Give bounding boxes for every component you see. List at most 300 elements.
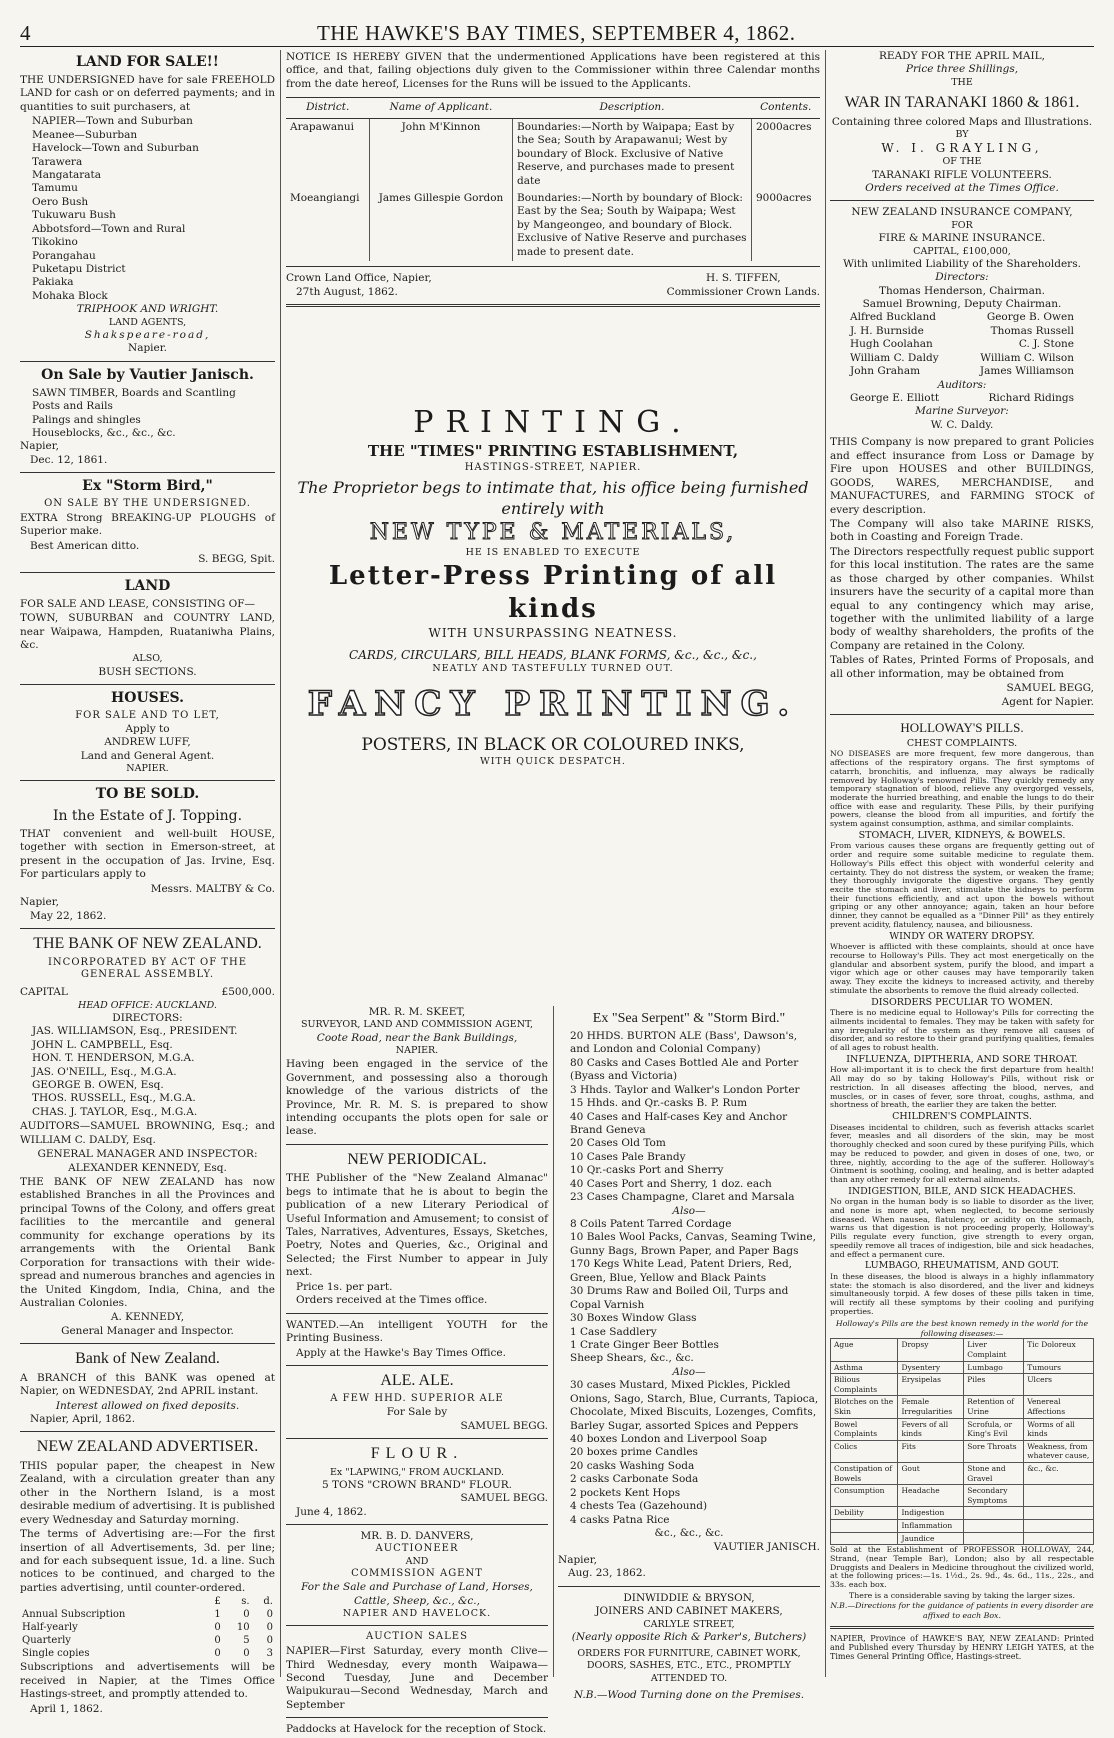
houses-line2: Apply to (125, 722, 170, 735)
skeet-role: SURVEYOR, LAND AND COMMISSION AGENT, (301, 1019, 533, 1031)
holloway-section-text: How all-important it is to check the first departure from health! All may do so by taking Holloway's Pills, without risk or restriction. In all diseases affecting the blood, nerves, and muscles, or in cases of fever, sore throat, coughs, asthma, and shortness of breath, the earlier they are taken the better. (830, 1065, 1094, 1110)
subs-cell: 0 (214, 1647, 221, 1659)
holloway-grid-cell: Liver Complaint (964, 1339, 1024, 1361)
houses-place: NAPIER. (126, 763, 169, 775)
notice-sign-role: Commissioner Crown Lands. (666, 285, 820, 298)
serpent-item: 20 boxes prime Candles (570, 1446, 698, 1459)
insurance-body: THIS Company is now prepared to grant Policies and effect insurance from Loss or Damage by Fire upon HOUSES and other BUILDINGS, GOODS, WARES, MERCHANDISE, and MANUFACTURES, and FARMING STOCK of every description. (830, 436, 1094, 516)
holloway-grid-row (831, 1396, 1094, 1418)
printing-title: PRINTING. (413, 405, 693, 440)
houses-name: ANDREW LUFF, (104, 736, 191, 749)
holloway-grid-cell: Sore Throats (964, 1440, 1024, 1462)
holloway-disease-grid (830, 1338, 1094, 1545)
flour-heading: FLOUR. (370, 1445, 464, 1463)
bank2-heading: Bank of New Zealand. (75, 1350, 220, 1368)
bank-directors-list (20, 1025, 275, 1119)
bank-capital-label: CAPITAL (20, 986, 68, 999)
skeet-town: NAPIER. (395, 1045, 439, 1057)
danvers-and: AND (405, 1556, 429, 1568)
holloway-grid-cell (831, 1519, 898, 1532)
dinwiddie-addr: CARLYLE STREET, (643, 1618, 735, 1630)
insurance-heading: NEW ZEALAND INSURANCE COMPANY, (851, 206, 1073, 219)
insurance-director: Thomas Russell (990, 324, 1074, 337)
table-cell: James Gillespie Gordon (369, 190, 512, 261)
land-sale-heading: LAND FOR SALE!! (76, 54, 219, 70)
serpent-item: Sheep Shears, &c., &c. (570, 1352, 694, 1365)
holloway-grid-cell: Blotches on the Skin (831, 1396, 898, 1418)
serpent-item: 80 Casks and Cases Bottled Ale and Porter (Byass and Victoria) (570, 1056, 799, 1083)
serpent-item: 2 pockets Kent Hops (570, 1486, 681, 1499)
auction-body: NAPIER—First Saturday, every month Clive—Third Wednesday, every month Waipawa—Second Tuesday, June and December Waipukurau—Second Wednesday, March and September (286, 1645, 548, 1711)
land-lease-body: FOR SALE AND LEASE, CONSISTING OF— (20, 597, 255, 610)
advertiser-footer: Subscriptions and advertisements will be received in Napier, at the Times Office Hastings-street, and promptly attended to. (20, 1661, 275, 1701)
insurance-directors-label: Directors: (935, 271, 989, 284)
table-cell: Boundaries:—North by boundary of Block: East by the Sea; South by Waipapa; West by Mangeongeo, and boundary of Block. Exclusive of Native Reserve and purchases made to present date. (513, 190, 752, 261)
war-orders: Orders received at the Times Office. (865, 182, 1059, 195)
holloway-section-text: In these diseases, the blood is always in a highly inflammatory state: the stomach is also disordered, and the liver and kidneys simultaneously torpid. A few doses of these pills taken in time, will rectify all these symptoms by their cooling and purifying properties. (830, 1271, 1094, 1316)
land-firm: TRIPHOOK AND WRIGHT. (76, 303, 219, 316)
ale-sub: For Sale by (386, 1406, 448, 1419)
dinwiddie-name: DINWIDDIE & BRYSON, (623, 1591, 755, 1604)
land-place-item: Mohaka Block (32, 289, 108, 302)
skeet-name: MR. R. M. SKEET, (368, 1006, 466, 1018)
printing-gothic: Letter-Press Printing of all kinds (328, 560, 778, 624)
holloway-grid-row (831, 1361, 1094, 1374)
holloway-grid-row (831, 1532, 1094, 1545)
auction-footer: Paddocks at Havelock for the reception of Stock. (286, 1723, 547, 1736)
holloway-grid-row (831, 1463, 1094, 1485)
holloway-section-text: Whoever is afflicted with these complaints, should at once have recourse to Holloway's Pills. They act most energetically on the glandular and absorbent system, purify the blood, and impart a vigor which age or other causes may have temporarily taken away. They excite the kidneys to increased activity, and thereby stimulate the absorbents to remove the fluid already collected. (830, 942, 1094, 995)
page-number: 4 (20, 21, 31, 45)
vautier-item: Palings and shingles (32, 413, 141, 426)
stormbird-sign: S. BEGG, Spit. (198, 553, 275, 566)
holloway-grid-row (831, 1339, 1094, 1361)
holloway-grid-cell: Fits (898, 1440, 964, 1462)
subs-currency-head: s. (241, 1596, 250, 1608)
periodical-orders: Orders received at the Times office. (296, 1294, 488, 1307)
stormbird-body: EXTRA Strong BREAKING-UP PLOUGHS of Superior make. (20, 512, 275, 538)
bank-auditors: AUDITORS—SAMUEL BROWNING, Esq.; and WILLIAM C. DALDY, Esq. (20, 1120, 275, 1146)
vautier-item: Posts and Rails (32, 400, 113, 413)
subs-cell: 10 (236, 1621, 250, 1633)
holloway-grid-cell: Venereal Affections (1024, 1396, 1094, 1418)
serpent-item: 40 Cases and Half-cases Key and Anchor Brand Geneva (570, 1110, 788, 1136)
holloway-grid-cell: Worms of all kinds (1024, 1418, 1094, 1440)
subs-cell: 5 (243, 1634, 250, 1646)
holloway-section-heading: DISORDERS PECULIAR TO WOMEN. (871, 996, 1053, 1008)
land-place-item: Oero Bush (32, 195, 89, 208)
skeet-body: Having been engaged in the service of the Government, and possessing also a thorough knowledge of the various districts of the Province, Mr. R. M. S. is prepared to show intending occupants the plots open for sale or lease. (286, 1058, 548, 1138)
war-unit: TARANAKI RIFLE VOLUNTEERS. (872, 168, 1052, 181)
holloway-section-text: NO DISEASES are more frequent, few more dangerous, than affections of the respiratory organs. The first symptoms of catarrh, bronchitis, and influenza, may always be radically removed by Holloway's renowned Pills. They quickly remedy any temporary stagnation of blood, relieve any overgorged vessels, moderate the hurried breathing, and enable the lungs to do their office with ease and regularity. These Pills, by their purifying powers, cleanse the blood from all impurities, and fortify the system against consumption, asthma, and similar complaints. (830, 749, 1094, 829)
holloway-grid-cell: Jaundice (898, 1532, 964, 1545)
dinwiddie-role: JOINERS AND CABINET MAKERS, (595, 1605, 783, 1618)
column-rule (280, 50, 281, 1677)
subs-currency-head: £ (214, 1596, 221, 1608)
holloway-grid-cell (1024, 1532, 1094, 1545)
insurance-surveyor: W. C. Daldy. (930, 418, 994, 431)
holloway-section-heading: CHEST COMPLAINTS. (906, 737, 1018, 749)
holloway-section-text: There is no medicine equal to Holloway's Pills for correcting the ailments incidental to females. They may be taken with safety for any irregularity of the system as they remove all causes of disorder, and so restore to their grand purifying qualities, females of all ages to robust health. (830, 1008, 1094, 1053)
vautier-list (20, 387, 275, 441)
insurance-director: Alfred Buckland (850, 311, 936, 324)
flour-sign: SAMUEL BEGG. (460, 1492, 548, 1505)
danvers-role: AUCTIONEER (375, 1543, 459, 1555)
danvers-role2: COMMISSION AGENT (351, 1568, 483, 1580)
column-4 (830, 50, 1094, 1662)
land-address: Shakspeare-road, (84, 328, 211, 341)
subs-cell: 0 (214, 1634, 221, 1646)
land-place-item: Abbotsford—Town and Rural (32, 222, 186, 235)
land-lease-heading: LAND (124, 577, 171, 594)
holloway-grid-cell: Consumption (831, 1485, 898, 1507)
subs-cell: 0 (266, 1621, 273, 1633)
serpent-item: 20 HHDS. BURTON ALE (Bass', Dawson's, and London and Colonial Company) (570, 1029, 798, 1056)
advertiser-body: THIS popular paper, the cheapest in New Zealand, with a circulation greater than any other in the Northern Island, is a most desirable medium of advertising. It is published every Wednesday and Saturday morning. (20, 1459, 275, 1526)
subs-cell: 3 (266, 1647, 273, 1659)
serpent-item: 30 Boxes Window Glass (570, 1312, 697, 1325)
dinwiddie-nb: N.B.—Wood Turning done on the Premises. (573, 1688, 805, 1701)
holloway-grid-cell: Tumours (1024, 1361, 1094, 1374)
bank-director: JAS. WILLIAMSON, Esq., PRESIDENT. (32, 1025, 238, 1038)
subs-cell: 0 (214, 1621, 221, 1633)
subscription-table (20, 1596, 275, 1660)
serpent-item: 4 chests Tea (Gazehound) (570, 1500, 708, 1513)
serpent-item: 40 Cases Port and Sherry, 1 doz. each (570, 1177, 772, 1190)
serpent-date: Aug. 23, 1862. (568, 1567, 646, 1580)
skeet-addr: Coote Road, near the Bank Buildings, (316, 1031, 518, 1044)
bank-office: HEAD OFFICE: AUCKLAND. (78, 999, 217, 1011)
ale-heading: ALE. ALE. (380, 1371, 454, 1389)
insurance-body4: Tables of Rates, Printed Forms of Proposals, and all other information, may be obtained from (830, 654, 1094, 680)
holloway-grid-row (831, 1374, 1094, 1396)
insurance-director-row (830, 352, 1094, 365)
flour-date: June 4, 1862. (296, 1505, 367, 1518)
holloway-grid-cell (1024, 1485, 1094, 1507)
subs-cell: 0 (266, 1634, 273, 1646)
serpent-item: 10 Qr.-casks Port and Sherry (570, 1164, 724, 1177)
table-cell: Boundaries:—North by Waipapa; East by the Sea; South by Arapawanui; West by boundary of Block. Exclusive of Native Reserve, and purchases made to present date (513, 118, 752, 190)
serpent-heading: Ex "Sea Serpent" & "Storm Bird." (592, 1011, 786, 1026)
serpent-item: 3 Hhds. Taylor and Walker's London Porter (570, 1083, 800, 1096)
war-title: WAR IN TARANAKI 1860 & 1861. (844, 94, 1080, 112)
holloway-section-heading: INDIGESTION, BILE, AND SICK HEADACHES. (848, 1185, 1076, 1197)
vautier-place: Napier, (20, 440, 59, 453)
bank-director: THOS. RUSSELL, Esq., M.G.A. (32, 1092, 196, 1105)
subs-row (20, 1635, 275, 1648)
applications-column-header: District. (286, 98, 369, 118)
land-lease-bush: BUSH SECTIONS. (98, 665, 197, 678)
holloway-grid-cell: Weakness, from whatever cause, (1024, 1440, 1094, 1462)
bank-sign-role: General Manager and Inspector. (61, 1324, 234, 1337)
newspaper-title: THE HAWKE'S BAY TIMES, SEPTEMBER 4, 1862. (316, 21, 796, 45)
holloway-grid-cell: Scrofula, or King's Evil (964, 1418, 1024, 1440)
holloway-section-text: Diseases incidental to children, such as feverish attacks scarlet fever, measles and all disorders of the skin, may be most thoroughly checked and soon cured by these purifying Pills, which may be reduced to powder, and given in doses of one, two, or three, nightly, according to the age of the sufferer. Holloway's Ointment is soothing, cooling, and healing, and is better adapted than any other remedy for all external ailments. (830, 1122, 1094, 1184)
flour-ex: Ex "LAPWING," FROM AUCKLAND. (329, 1466, 505, 1478)
land-place-item: Pakiaka (32, 276, 74, 289)
holloway-grid-cell: Ulcers (1024, 1374, 1094, 1396)
printing-fancy: FANCY PRINTING. (307, 684, 799, 725)
applications-column-header: Description. (513, 98, 752, 118)
land-place-item: Havelock—Town and Suburban (32, 142, 199, 155)
land-lease-body2: TOWN, SUBURBAN and COUNTRY LAND, near Waipawa, Hampden, Ruataniwha Plains, &c. (20, 612, 275, 652)
tobesold-date: May 22, 1862. (30, 909, 107, 922)
land-place-item: NAPIER—Town and Suburban (32, 115, 193, 128)
vautier-date: Dec. 12, 1861. (30, 453, 108, 466)
printing-with: WITH UNSURPASSING NEATNESS. (428, 626, 678, 641)
holloway-grid-row (831, 1418, 1094, 1440)
applications-column-header: Contents. (752, 98, 821, 118)
notice-footer (286, 272, 820, 299)
houses-role: Land and General Agent. (80, 749, 215, 762)
war-author: W. I. GRAYLING, (881, 141, 1043, 156)
serpent-item: 20 casks Washing Soda (570, 1459, 695, 1472)
houses-line1: FOR SALE AND TO LET, (75, 709, 220, 721)
holloway-grid-cell: Ague (831, 1339, 898, 1361)
insurance-director-row (830, 311, 1094, 324)
column-rule (825, 50, 826, 1677)
holloway-grid-cell: Retention of Urine (964, 1396, 1024, 1418)
bank-director: HON. T. HENDERSON, M.G.A. (32, 1052, 195, 1065)
insurance-director-row (830, 325, 1094, 338)
printing-types: NEW TYPE & MATERIALS, (369, 520, 737, 546)
table-cell: 9000acres (752, 190, 821, 261)
insurance-liab: With unlimited Liability of the Shareholders. (843, 257, 1081, 270)
periodical-price: Price 1s. per part. (296, 1280, 393, 1293)
table-cell: John M'Kinnon (369, 118, 512, 190)
holloway-saving: There is a considerable saving by taking the larger sizes. (849, 1590, 1075, 1600)
war-the: THE (951, 76, 973, 88)
vautier-item: Houseblocks, &c., &c., &c. (32, 427, 176, 440)
advertiser-heading: NEW ZEALAND ADVERTISER. (36, 1438, 259, 1456)
serpent-place: Napier, (558, 1553, 597, 1566)
land-place-item: Puketapu District (32, 263, 126, 276)
insurance-for: FOR (951, 219, 973, 231)
printing-despatch: WITH QUICK DESPATCH. (480, 756, 626, 768)
stormbird-heading: Ex "Storm Bird," (82, 478, 213, 495)
subs-cell: 0 (266, 1609, 273, 1621)
bank-gm-name: ALEXANDER KENNEDY, Esq. (68, 1161, 227, 1174)
bank-director: JOHN L. CAMPBELL, Esq. (32, 1038, 173, 1051)
ale-sign: SAMUEL BEGG. (460, 1419, 548, 1432)
advertiser-terms: The terms of Advertising are:—For the first insertion of all Advertisements, 3d. per line; and for each subsequent issue, 1d. a line. Such notices to be continued, and charged to the parties advertising, until counter-ordered. (20, 1528, 275, 1594)
holloway-sold: Sold at the Establishment of PROFESSOR HOLLOWAY, 244, Strand, (near Temple Bar), London; also by all respectable Druggists and Dealers in Medicine throughout the civilized world, at the following prices:—1s. 1½d., 2s. 9d., 4s. 6d., 11s., 22s., and 33s. each box. (830, 1545, 1094, 1590)
printing-enabled: HE IS ENABLED TO EXECUTE (465, 547, 641, 559)
serpent-item: 1 Case Saddlery (570, 1325, 657, 1338)
bank2-note: Interest allowed on fixed deposits. (55, 1399, 240, 1412)
serpent-etc: &c., &c., &c. (654, 1527, 724, 1540)
holloway-section-text: From various causes these organs are frequently getting out of order and require some suitable medicine to regulate them. Holloway's Pills effect this object with wonderful celerity and certainty. They do not distress the system, or weaken the frame; they thoroughly invigorate the digestive organs. They gently excite the stomach and liver, stimulate the kidneys to perform their functions efficiently, and act upon the bowels without griping or any other annoyance; again, taken an hour before dinner, they cannot be equalled as a "Dinner Pill" as they entirely prevent acidity, flatulency, nausea, and biliousness. (830, 841, 1094, 929)
war-containing: Containing three colored Maps and Illustrations. (831, 115, 1093, 128)
column-2 (286, 50, 820, 768)
insurance-body3: The Directors respectfully request public support for this local institution. The rates are the same as those charged by other companies. Whilst insurers have the security of a capital more than equal to any contingency which may arise, together with the unlimited liability of a large body of wealthy shareholders, the profits of the Company are retained in the Colony. (830, 545, 1094, 652)
holloway-grid-cell: Stone and Gravel (964, 1463, 1024, 1485)
insurance-surveyor-label: Marine Surveyor: (915, 405, 1009, 418)
serpent-also2: Also— (672, 1365, 706, 1378)
holloway-grid-cell: Headache (898, 1485, 964, 1507)
imprint: NAPIER, Province of HAWKE'S BAY, NEW ZEALAND: Printed and Published every Thursday by HENRY LEIGH YATES, at the Times General Printing Office, Hastings-street. (830, 1633, 1094, 1662)
land-place-item: Tarawera (32, 155, 83, 168)
bank-heading: THE BANK OF NEW ZEALAND. (33, 935, 262, 953)
holloway-grid-row (831, 1507, 1094, 1520)
bank2-body: A BRANCH of this BANK was opened at Napier, on WEDNESDAY, 2nd APRIL instant. (20, 1371, 275, 1398)
holloway-grid-cell: Female Irregularities (898, 1396, 964, 1418)
tobesold-sub: In the Estate of J. Topping. (52, 808, 243, 825)
insurance-director: John Graham (850, 365, 921, 378)
wanted-apply: Apply at the Hawke's Bay Times Office. (296, 1346, 506, 1359)
holloway-section-heading: INFLUENZA, DIPTHERIA, AND SORE THROAT. (846, 1053, 1078, 1065)
subs-cell: Single copies (22, 1647, 90, 1659)
danvers-place: NAPIER AND HAVELOCK. (342, 1608, 492, 1620)
insurance-director: James Williamson (979, 365, 1074, 378)
printing-neat: NEATLY AND TASTEFULLY TURNED OUT. (432, 662, 674, 674)
land-place-item: Tamumu (32, 182, 78, 195)
holloway-section-heading: WINDY OR WATERY DROPSY. (889, 930, 1035, 942)
flour-body: 5 TONS "CROWN BRAND" FLOUR. (322, 1478, 512, 1491)
bank-capital (20, 986, 275, 999)
insurance-deputy: Samuel Browning, Deputy Chairman. (862, 297, 1062, 310)
printing-cards: CARDS, CIRCULARS, BILL HEADS, BLANK FORMS, &c., &c., &c., (349, 647, 757, 662)
table-cell: 2000acres (752, 118, 821, 190)
holloway-section-text: No organ in the human body is so liable to disorder as the liver, and none is more apt, when neglected, to become seriously diseased. When nausea, flatulency, or acidity on the stomach, warns us that digestion is not proceeding properly, Holloway's Pills regulate every function, give strength to every organ, speedily remove all traces of indigestion, bile and sick headaches, and effect a permanent cure. (830, 1197, 1094, 1259)
holloway-grid-cell: Asthma (831, 1361, 898, 1374)
war-by: BY (955, 128, 969, 140)
insurance-director: J. H. Burnside (850, 324, 924, 337)
notice-date: 27th August, 1862. (296, 285, 398, 298)
serpent-items3-list (558, 1379, 820, 1527)
holloway-grid-cell: Erysipelas (898, 1374, 964, 1396)
bank-inc: INCORPORATED BY ACT OF THE GENERAL ASSEMBLY. (47, 956, 248, 981)
insurance-auditor: Richard Ridings (988, 392, 1074, 405)
holloway-grid-row (831, 1440, 1094, 1462)
holloway-nb: N.B.—Directions for the guidance of patients in every disorder are affixed to each Box. (830, 1600, 1094, 1620)
holloway-grid-cell (831, 1532, 898, 1545)
holloway-grid-cell: Debility (831, 1507, 898, 1520)
land-sale-intro: THE UNDERSIGNED have for sale FREEHOLD LAND for cash or on deferred payments; and in quantities to suit purchasers, at (20, 73, 275, 113)
insurance-chair: Thomas Henderson, Chairman. (878, 284, 1046, 297)
serpent-item: 20 Cases Old Tom (570, 1137, 666, 1150)
subs-cell: 1 (214, 1609, 221, 1621)
column-1 (20, 50, 275, 1716)
war-price: Price three Shillings, (905, 63, 1019, 76)
holloway-grid-cell: Bowel Complaints (831, 1418, 898, 1440)
land-place-item: Porangahau (32, 249, 96, 262)
vautier-heading: On Sale by Vautier Janisch. (41, 366, 254, 383)
insurance-body2: The Company will also take MARINE RISKS, both in Coasting and Foreign Trade. (830, 517, 1094, 544)
stormbird-body2: Best American ditto. (30, 539, 140, 552)
holloway-grid-cell: Inflammation (898, 1519, 964, 1532)
insurance-director: William C. Daldy (850, 351, 939, 364)
bank-body: THE BANK OF NEW ZEALAND has now established Branches in all the Provinces and principal Towns of the Colony, and offers great facilities to the mercantile and general community for exchange operations by its arrangements with the Oriental Bank Corporation for transactions with their wide-spread and numerous branches and agencies in the United Kingdom, India, China, and the Australian Colonies. (20, 1176, 275, 1309)
holloway-grid-cell: Lumbago (964, 1361, 1024, 1374)
tobesold-place: Napier, (20, 896, 59, 909)
holloway-grid-cell (1024, 1519, 1094, 1532)
serpent-item: 23 Cases Champagne, Claret and Marsala (570, 1191, 795, 1204)
table-cell: Arapawanui (290, 120, 354, 133)
stormbird-sub: ON SALE BY THE UNDERSIGNED. (44, 498, 251, 510)
wanted-body: WANTED.—An intelligent YOUTH for the Printing Business. (286, 1318, 548, 1345)
tobesold-sign: Messrs. MALTBY & Co. (150, 882, 275, 895)
vautier-item: SAWN TIMBER, Boards and Scantling (32, 386, 236, 399)
holloway-grid-cell: Piles (964, 1374, 1024, 1396)
advertiser-date: April 1, 1862. (30, 1702, 103, 1715)
table-row (286, 190, 820, 261)
printing-sub: THE "TIMES" PRINTING ESTABLISHMENT, (367, 442, 739, 461)
bank-director: CHAS. J. TAYLOR, Esq., M.G.A. (32, 1105, 198, 1118)
holloway-grid-cell: Fevers of all kinds (898, 1418, 964, 1440)
column-rule (553, 1006, 554, 1677)
holloway-grid-cell (964, 1519, 1024, 1532)
insurance-sign-role: Agent for Napier. (1001, 695, 1094, 708)
land-role: LAND AGENTS, (108, 316, 187, 328)
bank-gm: GENERAL MANAGER AND INSPECTOR: (37, 1148, 258, 1161)
serpent-item: 10 Cases Pale Brandy (570, 1150, 686, 1163)
holloway-grid-cell: Colics (831, 1440, 898, 1462)
holloway-grid-cell: Indigestion (898, 1507, 964, 1520)
notice-office: Crown Land Office, Napier, (286, 272, 432, 285)
table-cell: Moeangiangi (290, 191, 360, 204)
periodical-heading: NEW PERIODICAL. (347, 1150, 487, 1168)
bank-sign: A. KENNEDY, (110, 1311, 185, 1324)
subs-row (20, 1609, 275, 1622)
insurance-director: Hugh Coolahan (850, 338, 933, 351)
land-places-list (20, 115, 275, 303)
insurance-auditor: George E. Elliott (850, 392, 940, 405)
holloway-grid-cell: Tic Doloreux (1024, 1339, 1094, 1361)
insurance-auditors-label: Auditors: (937, 378, 987, 391)
printing-intro: The Proprietor begs to intimate that, his office being furnished entirely with (297, 478, 809, 518)
dinwiddie-near: (Nearly opposite Rich & Parker's, Butchers) (571, 1630, 807, 1643)
applications-column-header: Name of Applicant. (369, 98, 512, 118)
land-lease-also: ALSO, (132, 653, 163, 665)
houses-heading: HOUSES. (111, 690, 184, 707)
land-town: Napier. (128, 342, 167, 355)
serpent-item: 2 casks Carbonate Soda (570, 1473, 699, 1486)
column-2-lower-right (558, 1006, 820, 1702)
insurance-director-row (830, 365, 1094, 378)
holloway-grid-cell: &c., &c. (1024, 1463, 1094, 1485)
subs-cell: 0 (243, 1609, 250, 1621)
bank-capital-value: £500,000. (221, 986, 275, 999)
serpent-items2-list (558, 1218, 820, 1366)
serpent-item: 30 Drums Raw and Boiled Oil, Turps and Copal Varnish (570, 1285, 789, 1311)
holloway-grid-cell: Gout (898, 1463, 964, 1485)
insurance-directors (830, 311, 1094, 378)
serpent-item: 30 cases Mustard, Mixed Pickles, Pickled Onions, Sago, Starch, Blue, Currants, Tapioca, Chocolate, Mixed Biscuits, Lozenges, Comfits, Barley Sugar, assorted Spices and Peppers (570, 1379, 819, 1432)
serpent-item: 1 Crate Ginger Beer Bottles (570, 1338, 719, 1351)
holloway-grid-row (831, 1519, 1094, 1532)
applications-table (286, 97, 820, 261)
holloway-grid-cell: Bilious Complaints (831, 1374, 898, 1396)
war-ready: READY FOR THE APRIL MAIL, (879, 50, 1045, 62)
table-row (286, 118, 820, 190)
serpent-item: 4 casks Patna Rice (570, 1513, 670, 1526)
insurance-sign: SAMUEL BEGG, (1006, 682, 1094, 695)
insurance-director: William C. Wilson (980, 351, 1074, 364)
printing-posters: POSTERS, IN BLACK OR COLOURED INKS, (361, 734, 745, 755)
ale-body: A FEW HHD. SUPERIOR ALE (330, 1393, 504, 1405)
insurance-director: George B. Owen (986, 311, 1074, 324)
bank-director: JAS. O'NEILL, Esq., M.G.A. (32, 1065, 177, 1078)
tobesold-heading: TO BE SOLD. (95, 786, 200, 803)
serpent-item: 40 boxes London and Liverpool Soap (570, 1433, 767, 1446)
notice-body: NOTICE IS HEREBY GIVEN that the undermentioned Applications have been registered at this office, and that, failing objections duly given to the Commissioner within three Calendar months from the date hereof, Licenses for the Runs will be issued to the Applicants. (286, 51, 820, 90)
subs-label-head (20, 1596, 205, 1609)
war-of: OF THE (942, 156, 982, 168)
land-place-item: Mangatarata (32, 168, 101, 181)
holloway-grid-cell: Dysentery (898, 1361, 964, 1374)
notice-sign: H. S. TIFFEN, (706, 272, 781, 285)
